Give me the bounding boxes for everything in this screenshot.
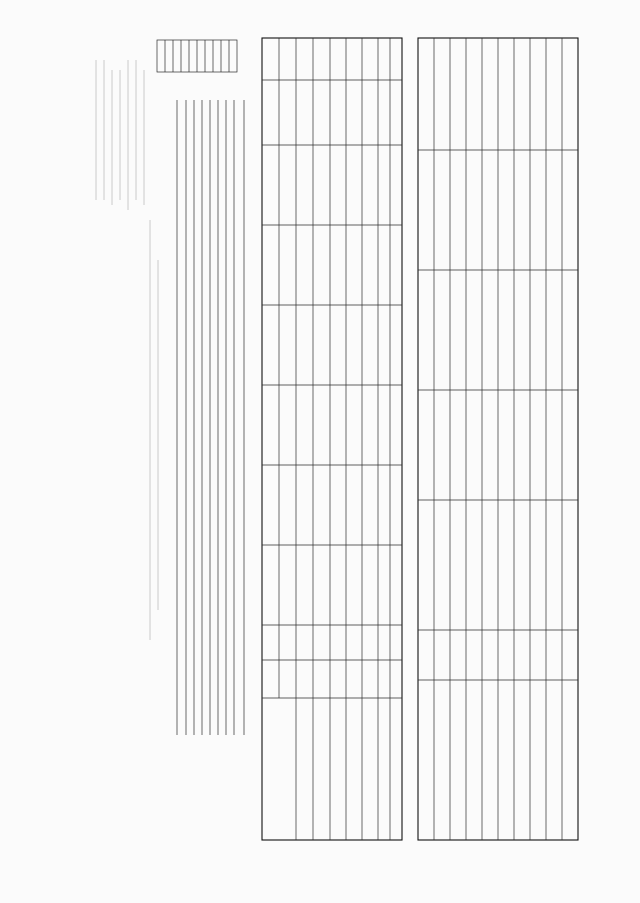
- analytic-table: [418, 38, 578, 840]
- requisite-lines: [177, 100, 244, 735]
- title-lines: [150, 220, 158, 640]
- approval-block: [96, 60, 144, 210]
- codes-box: [157, 40, 237, 72]
- main-table: [262, 38, 402, 840]
